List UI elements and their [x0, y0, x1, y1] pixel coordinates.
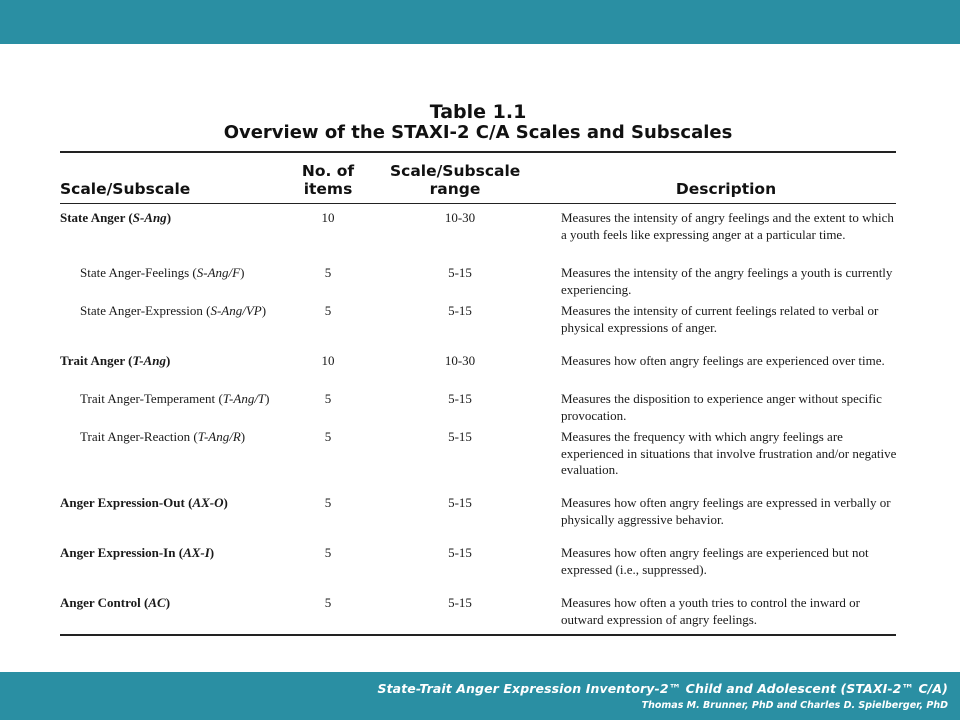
table-title: Overview of the STAXI-2 C/A Scales and Subscales [223, 122, 733, 143]
scale-description: Measures the frequency with which angry feelings are experienced in situations that involve frustration and/or negative evaluation. [561, 429, 897, 477]
scale-name: Anger Expression-Out (AX-O) [60, 495, 228, 510]
table-top-rule [60, 151, 896, 153]
score-range: 5-15 [448, 303, 472, 318]
scale-name-text: Trait Anger-Temperament [80, 391, 216, 406]
item-count: 5 [324, 429, 332, 444]
scale-abbreviation: AX-O [192, 495, 224, 510]
score-range: 5-15 [448, 495, 472, 510]
score-range: 5-15 [448, 545, 472, 560]
scale-name-text: Trait Anger [60, 353, 125, 368]
scale-abbreviation: AC [148, 595, 166, 610]
scale-name-text: Trait Anger-Reaction [80, 429, 191, 444]
scale-name: Anger Control (AC) [60, 595, 171, 610]
header-range: Scale/Subscale range [390, 162, 521, 198]
header-rule [60, 203, 896, 204]
scale-description: Measures the intensity of angry feelings and the extent to which a youth feels like expressing anger at a particular time. [561, 210, 894, 242]
scale-name: Anger Expression-In (AX-I) [60, 545, 215, 560]
scale-abbreviation: S-Ang [132, 210, 167, 225]
scale-name: State Anger-Feelings (S-Ang/F) [80, 265, 245, 280]
scale-abbreviation: T-Ang [132, 353, 166, 368]
footer-authors: Thomas M. Brunner, PhD and Charles D. Spielberger, PhD [641, 700, 948, 711]
scale-name-text: Anger Expression-In [60, 545, 176, 560]
header-scale: Scale/Subscale [60, 180, 191, 198]
header-description: Description [675, 180, 777, 198]
scale-abbreviation: S-Ang/VP [210, 303, 262, 318]
scale-name-text: State Anger-Expression [80, 303, 203, 318]
table-number: Table 1.1 [429, 101, 527, 123]
score-range: 5-15 [448, 595, 472, 610]
scale-name: Trait Anger-Reaction (T-Ang/R) [80, 429, 246, 444]
table-bottom-rule [60, 634, 896, 636]
score-range: 5-15 [448, 429, 472, 444]
scale-name: State Anger-Expression (S-Ang/VP) [80, 303, 267, 318]
scale-name-text: State Anger [60, 210, 126, 225]
scale-name: Trait Anger-Temperament (T-Ang/T) [80, 391, 270, 406]
scale-abbreviation: S-Ang/F [196, 265, 241, 280]
scale-abbreviation: T-Ang/T [222, 391, 266, 406]
scale-name-text: Anger Expression-Out [60, 495, 185, 510]
scale-description: Measures how often a youth tries to control the inward or outward expression of angry feelings. [561, 595, 860, 627]
score-range: 5-15 [448, 265, 472, 280]
footer-title: State-Trait Anger Expression Inventory-2™ Child and Adolescent (STAXI-2™ C/A) [377, 681, 948, 696]
item-count: 5 [324, 495, 332, 510]
scale-description: Measures how often angry feelings are expressed in verbally or physically aggressive behavior. [561, 495, 891, 527]
scale-abbreviation: T-Ang/R [197, 429, 241, 444]
scale-name: State Anger (S-Ang) [60, 210, 172, 225]
scale-description: Measures how often angry feelings are experienced but not expressed (i.e., suppressed). [561, 545, 869, 577]
scale-description: Measures how often angry feelings are experienced over time. [561, 353, 885, 368]
item-count: 10 [321, 210, 335, 225]
item-count: 5 [324, 545, 332, 560]
scale-abbreviation: AX-I [183, 545, 210, 560]
scale-name: Trait Anger (T-Ang) [60, 353, 171, 368]
item-count: 5 [324, 303, 332, 318]
top-header-band [0, 0, 960, 44]
score-range: 5-15 [448, 391, 472, 406]
footer-band [0, 672, 960, 720]
header-items: No. of items [301, 162, 355, 198]
score-range: 10-30 [444, 353, 476, 368]
score-range: 10-30 [444, 210, 476, 225]
item-count: 5 [324, 265, 332, 280]
item-count: 5 [324, 595, 332, 610]
scale-description: Measures the disposition to experience anger without specific provocation. [561, 391, 882, 423]
scale-description: Measures the intensity of the angry feelings a youth is currently experiencing. [561, 265, 893, 297]
scale-description: Measures the intensity of current feelings related to verbal or physical expressions of anger. [561, 303, 879, 335]
scale-name-text: Anger Control [60, 595, 141, 610]
scale-name-text: State Anger-Feelings [80, 265, 190, 280]
item-count: 5 [324, 391, 332, 406]
item-count: 10 [321, 353, 335, 368]
